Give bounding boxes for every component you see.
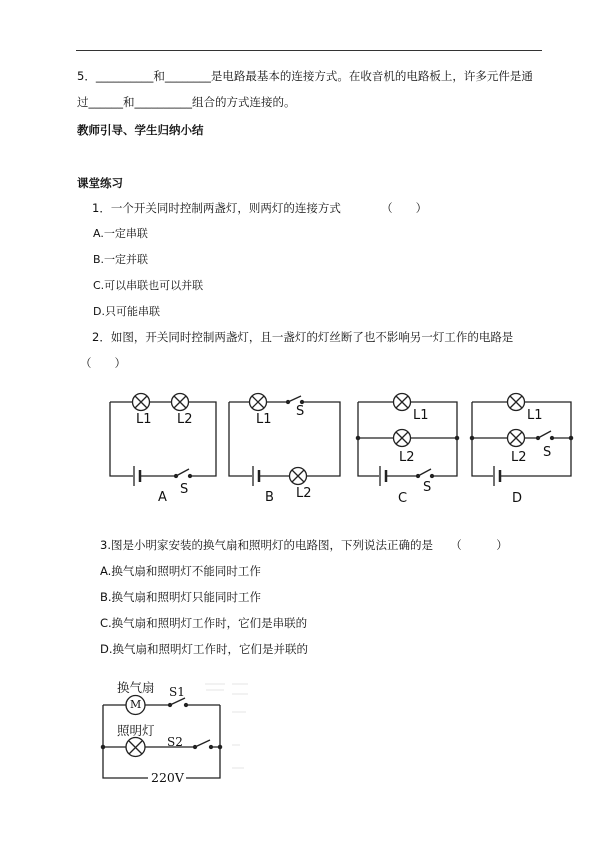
lamp-label: 照明灯 (117, 723, 155, 738)
q5-line1: 5．__________和________是电路最基本的连接方式。在收音机的电路板上，许多元件是通 (77, 69, 533, 83)
circuit-b-label: B (265, 490, 274, 505)
summary-heading: 教师引导、学生归纳小结 (77, 123, 204, 137)
circuit-a-label: A (158, 490, 167, 505)
circuit-b-l1-label: L1 (256, 412, 272, 427)
circuit-d-switch-label: S (543, 445, 552, 460)
circuit-c-switch-label: S (423, 480, 432, 495)
background-marks (205, 684, 248, 768)
q3-option-d: D.换气扇和照明灯工作时，它们是并联的 (100, 642, 309, 656)
q1-option-c: C.可以串联也可以并联 (93, 279, 204, 292)
q2-stem: 2．如图，开关同时控制两盏灯，且一盏灯的灯丝断了也不影响另一灯工作的电路是 (92, 330, 514, 344)
motor-label: M (130, 698, 142, 711)
circuit-c-l1-label: L1 (413, 408, 429, 423)
switch-s2-label: S2 (167, 735, 183, 749)
q3-option-b: B.换气扇和照明灯只能同时工作 (100, 590, 262, 604)
q3-option-a: A.换气扇和照明灯不能同时工作 (100, 564, 261, 578)
circuit-b-l2-label: L2 (296, 486, 312, 501)
q1-stem: 1．一个开关同时控制两盏灯，则两灯的连接方式 （ ） (92, 201, 428, 215)
q5-line2: 过______和__________组合的方式连接的。 (77, 95, 296, 109)
circuit-d-label: D (512, 491, 523, 506)
q2-paren: （ ） (80, 356, 126, 370)
circuit-c-l2-label: L2 (399, 450, 415, 465)
q1-option-d: D.只可能串联 (93, 305, 160, 318)
q3-stem: 3.图是小明家安装的换气扇和照明灯的电路图，下列说法正确的是 （ ） (100, 538, 508, 552)
circuit-a-l2-label: L2 (177, 412, 193, 427)
lighting-lamp (126, 738, 145, 757)
circuit-d-l2-label: L2 (511, 450, 527, 465)
circuit-c-label: C (398, 491, 408, 506)
switch-s1-label: S1 (169, 685, 185, 699)
circuit-a-l1-label: L1 (136, 412, 152, 427)
circuit-a-switch-label: S (180, 482, 189, 497)
practice-heading: 课堂练习 (77, 176, 123, 190)
circuit-d-l1-label: L1 (527, 408, 543, 423)
circuit-b-switch-label: S (296, 404, 305, 419)
q1-option-a: A.一定串联 (93, 227, 148, 240)
q1-option-b: B.一定并联 (93, 253, 149, 266)
q3-option-c: C.换气扇和照明灯工作时，它们是串联的 (100, 616, 308, 630)
fan-label: 换气扇 (117, 680, 155, 695)
voltage-label: 220V (151, 770, 184, 785)
